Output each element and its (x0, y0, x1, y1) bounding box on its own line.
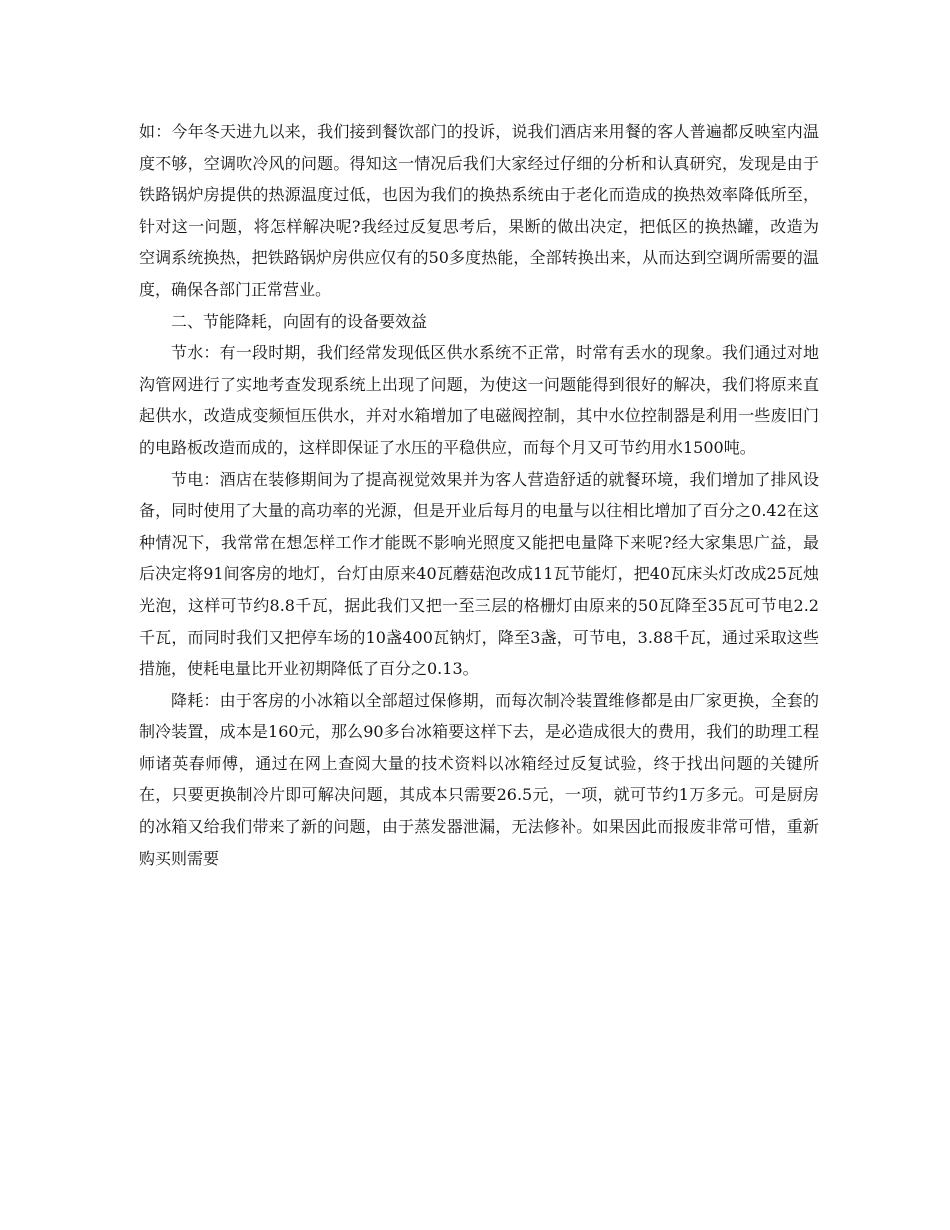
paragraph-water-saving: 节水：有一段时期，我们经常发现低区供水系统不正常，时常有丢水的现象。我们通过对地沟管网进行了实地考查发现系统上出现了问题，为使这一问题能得到很好的解决，我们将原来直起供水，改造成变频恒压供水，并对水箱增加了电磁阀控制，其中水位控制器是利用一些废旧门的电路板改造而成的，这样即保证了水压的平稳供应，而每个月又可节约用水1500吨。 (139, 343, 819, 457)
document-body (139, 116, 819, 874)
section-heading-energy-saving: 二、节能降耗，向固有的设备要效益 (171, 311, 428, 331)
paragraph-electricity-saving: 节电：酒店在装修期间为了提高视觉效果并为客人营造舒适的就餐环境，我们增加了排风设备，同时使用了大量的高功率的光源，但是开业后每月的电量与以往相比增加了百分之0.42在这种情况下，我常常在想怎样工作才能既不影响光照度又能把电量降下来呢?经大家集思广益，最后决定将91间客房的地灯，台灯由原来40瓦蘑菇泡改成11瓦节能灯，把40瓦床头灯改成25瓦烛光泡，这样可节约8.8千瓦，据此我们又把一至三层的格栅灯由原来的50瓦降至35瓦可节电2.2千瓦，而同时我们又把停车场的10盏400瓦钠灯，降至3盏，可节电，3.88千瓦，通过采取这些措施，使耗电量比开业初期降低了百分之0.13。 (139, 469, 819, 679)
paragraph-heating-complaint: 如：今年冬天进九以来，我们接到餐饮部门的投诉，说我们酒店来用餐的客人普遍都反映室内温度不够，空调吹冷风的问题。得知这一情况后我们大家经过仔细的分析和认真研究，发现是由于铁路锅炉房提供的热源温度过低，也因为我们的换热系统由于老化而造成的换热效率降低所至，针对这一问题，将怎样解决呢?我经过反复思考后，果断的做出决定，把低区的换热罐，改造为空调系统换热，把铁路锅炉房供应仅有的50多度热能，全部转换出来，从而达到空调所需要的温度，确保各部门正常营业。 (139, 122, 819, 299)
paragraph-consumption-reduction: 降耗：由于客房的小冰箱以全部超过保修期，而每次制冷装置维修都是由厂家更换，全套的制冷装置，成本是160元，那么90多台冰箱要这样下去，是必造成很大的费用，我们的助理工程师诸英春师傅，通过在网上查阅大量的技术资料以冰箱经过反复试验，终于找出问题的关键所在，只要更换制冷片即可解决问题，其成本只需要26.5元，一项，就可节约1万多元。可是厨房的冰箱又给我们带来了新的问题，由于蒸发器泄漏，无法修补。如果因此而报废非常可惜，重新购买则需要 (139, 690, 819, 868)
